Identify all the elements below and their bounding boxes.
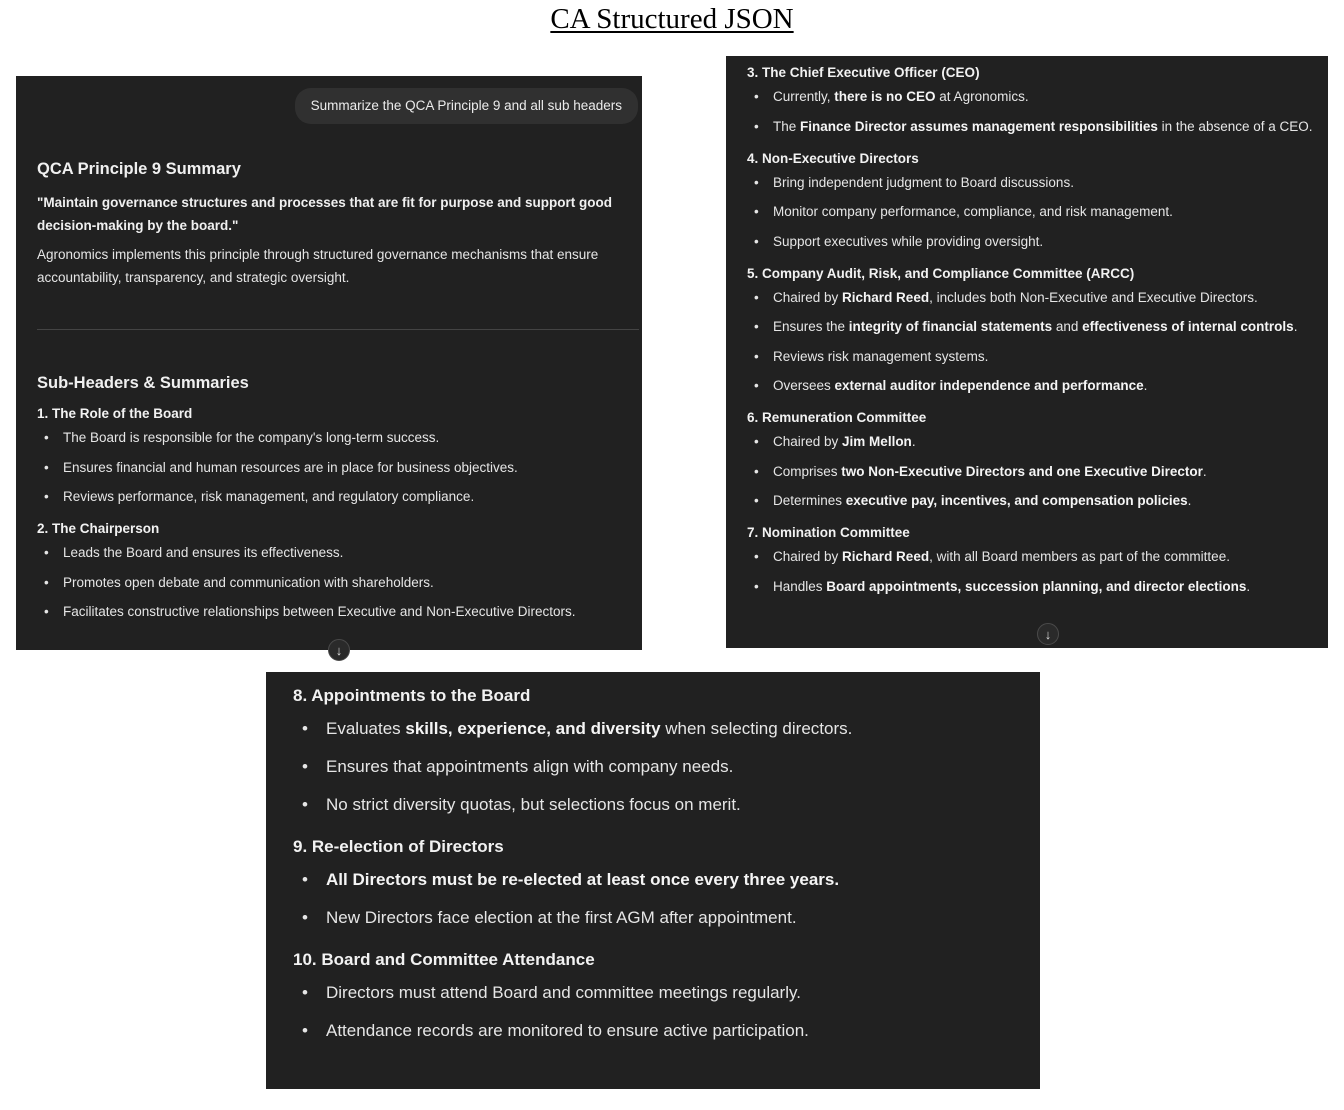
bullet-item <box>293 756 1033 778</box>
arrow-down-icon: ↓ <box>1044 627 1052 642</box>
bullet-item <box>37 429 622 447</box>
text: Chaired by <box>773 549 843 564</box>
text: Currently, <box>773 89 835 104</box>
subheaders-title: Sub-Headers & Summaries <box>37 374 249 392</box>
section <box>747 64 1322 136</box>
text: The Board is responsible for the company's long-term success. <box>63 430 440 445</box>
bullet-item <box>747 118 1322 136</box>
arrow-down-icon: ↓ <box>335 643 343 658</box>
text: Ensures the <box>773 319 849 334</box>
section <box>747 265 1322 396</box>
bullet-item <box>747 318 1322 336</box>
section-heading: 9. Re-election of Directors <box>293 837 504 856</box>
bold-text: external auditor independence and performance <box>834 378 1144 393</box>
scroll-down-button[interactable] <box>328 639 350 661</box>
bullet-item <box>747 88 1322 106</box>
chat-panel-2 <box>726 56 1328 648</box>
bullet-item <box>747 377 1322 395</box>
text: Comprises <box>773 463 842 479</box>
bullet-item <box>293 869 1033 891</box>
bullet-item <box>293 907 1033 929</box>
chat-panel-3 <box>266 672 1040 1089</box>
section <box>293 836 1033 929</box>
section-heading: 8. Appointments to the Board <box>293 686 531 705</box>
sections-list <box>37 405 622 621</box>
sections-list <box>293 685 1033 1042</box>
bullet-list <box>747 548 1322 596</box>
bold-text: Richard Reed <box>842 289 930 305</box>
sections-list <box>747 64 1322 596</box>
bold-text: there is no CEO <box>834 89 936 104</box>
section-heading: 10. Board and Committee Attendance <box>293 950 595 969</box>
text: Promotes open debate and communication with shareholders. <box>63 574 434 590</box>
bold-text: executive pay, incentives, and compensation policies <box>845 493 1188 508</box>
bullet-item <box>747 463 1322 481</box>
bullet-list <box>293 718 1033 816</box>
section <box>293 949 1033 1042</box>
bullet-item <box>747 203 1322 221</box>
bullet-list <box>747 88 1322 136</box>
text: . <box>1187 493 1192 508</box>
section <box>747 409 1322 510</box>
text: Facilitates constructive relationships between Executive and Non-Executive Directors. <box>63 604 576 619</box>
user-message-bubble: Summarize the QCA Principle 9 and all sub headers <box>295 88 638 124</box>
section-heading: 1. The Role of the Board <box>37 406 193 421</box>
section-heading: 6. Remuneration Committee <box>747 410 927 425</box>
bullet-item <box>747 548 1322 566</box>
text: Attendance records are monitored to ensure active participation. <box>326 1021 809 1040</box>
bold-text: Finance Director assumes management responsibilities <box>800 118 1158 134</box>
bold-text: Board appointments, succession planning, and director elections <box>826 578 1247 594</box>
section <box>747 524 1322 596</box>
text: and <box>1052 319 1083 334</box>
section-heading: 4. Non-Executive Directors <box>747 150 919 166</box>
bullet-list <box>747 289 1322 396</box>
bold-text: Richard Reed <box>842 549 930 564</box>
text: Reviews performance, risk management, and regulatory compliance. <box>63 489 475 504</box>
summary-title: QCA Principle 9 Summary <box>37 160 241 178</box>
bullet-item <box>747 348 1322 366</box>
bold-text: integrity of financial statements <box>848 319 1053 334</box>
bullet-list <box>747 174 1322 251</box>
bullet-item <box>747 233 1322 251</box>
text: at Agronomics. <box>935 89 1029 104</box>
bold-text: skills, experience, and diversity <box>405 719 661 738</box>
text: when selecting directors. <box>660 719 853 738</box>
divider <box>37 329 639 330</box>
assistant-response <box>293 685 1033 1062</box>
bullet-list <box>293 869 1033 929</box>
bullet-item <box>37 459 622 477</box>
bullet-item <box>747 492 1322 510</box>
text: Chaired by <box>773 434 843 449</box>
section-heading: 2. The Chairperson <box>37 521 160 536</box>
bullet-item <box>747 289 1322 307</box>
text: Reviews risk management systems. <box>773 348 989 364</box>
text: Leads the Board and ensures its effectiveness. <box>63 545 344 560</box>
text: , with all Board members as part of the committee. <box>929 549 1230 564</box>
bullet-item <box>293 718 1033 740</box>
text: Directors must attend Board and committee meetings regularly. <box>326 983 801 1002</box>
text: . <box>1202 463 1207 479</box>
text: Ensures financial and human resources are in place for business objectives. <box>63 459 518 475</box>
section-heading: 7. Nomination Committee <box>747 525 910 540</box>
section <box>293 685 1033 816</box>
text: New Directors face election at the first AGM after appointment. <box>326 908 797 927</box>
bullet-item <box>747 578 1322 596</box>
bold-text: All Directors must be re-elected at least once every three years. <box>326 870 840 889</box>
section-heading: 5. Company Audit, Risk, and Compliance Committee (ARCC) <box>747 265 1135 281</box>
assistant-response <box>747 64 1322 610</box>
text: . <box>1143 378 1148 393</box>
text: Determines <box>773 493 846 508</box>
text: in the absence of a CEO. <box>1157 118 1313 134</box>
bullet-list <box>747 433 1322 510</box>
assistant-response <box>37 160 622 635</box>
text: No strict diversity quotas, but selections focus on merit. <box>326 795 741 814</box>
bullet-item <box>37 544 622 562</box>
bold-text: effectiveness of internal controls <box>1082 319 1294 334</box>
page-title: CA Structured JSON <box>550 3 794 35</box>
text: . <box>1246 578 1251 594</box>
bold-text: Jim Mellon <box>842 434 912 449</box>
scroll-down-button[interactable] <box>1037 623 1059 645</box>
bullet-list <box>37 544 622 621</box>
text: . <box>1293 319 1298 334</box>
text: Support executives while providing oversight. <box>773 233 1044 249</box>
text: Monitor company performance, compliance, and risk management. <box>773 204 1173 219</box>
text: . <box>911 434 916 449</box>
text: Evaluates <box>326 719 406 738</box>
bullet-item <box>37 488 622 506</box>
chat-panel-1 <box>16 76 642 658</box>
bold-text: two Non-Executive Directors and one Executive Director <box>841 463 1203 479</box>
principle-intro: Agronomics implements this principle through structured governance mechanisms that ensure accountability, transparency, and strategic oversight. <box>37 247 599 285</box>
principle-quote: "Maintain governance structures and processes that are fit for purpose and support good decision-making by the board." <box>37 195 612 233</box>
text: Ensures that appointments align with company needs. <box>326 757 734 776</box>
section-heading: 3. The Chief Executive Officer (CEO) <box>747 65 980 80</box>
text: Chaired by <box>773 289 843 305</box>
text: Oversees <box>773 378 835 393</box>
section <box>37 520 622 621</box>
text: The <box>773 118 801 134</box>
section <box>747 150 1322 251</box>
text: Bring independent judgment to Board discussions. <box>773 174 1074 190</box>
bullet-item <box>37 574 622 592</box>
section <box>37 405 622 506</box>
bullet-list <box>37 429 622 506</box>
bullet-item <box>747 433 1322 451</box>
bullet-item <box>293 982 1033 1004</box>
bullet-item <box>293 1020 1033 1042</box>
bullet-item <box>293 794 1033 816</box>
bullet-item <box>37 603 622 621</box>
text: Handles <box>773 578 827 594</box>
bullet-list <box>293 982 1033 1042</box>
bullet-item <box>747 174 1322 192</box>
text: , includes both Non-Executive and Executive Directors. <box>929 289 1258 305</box>
